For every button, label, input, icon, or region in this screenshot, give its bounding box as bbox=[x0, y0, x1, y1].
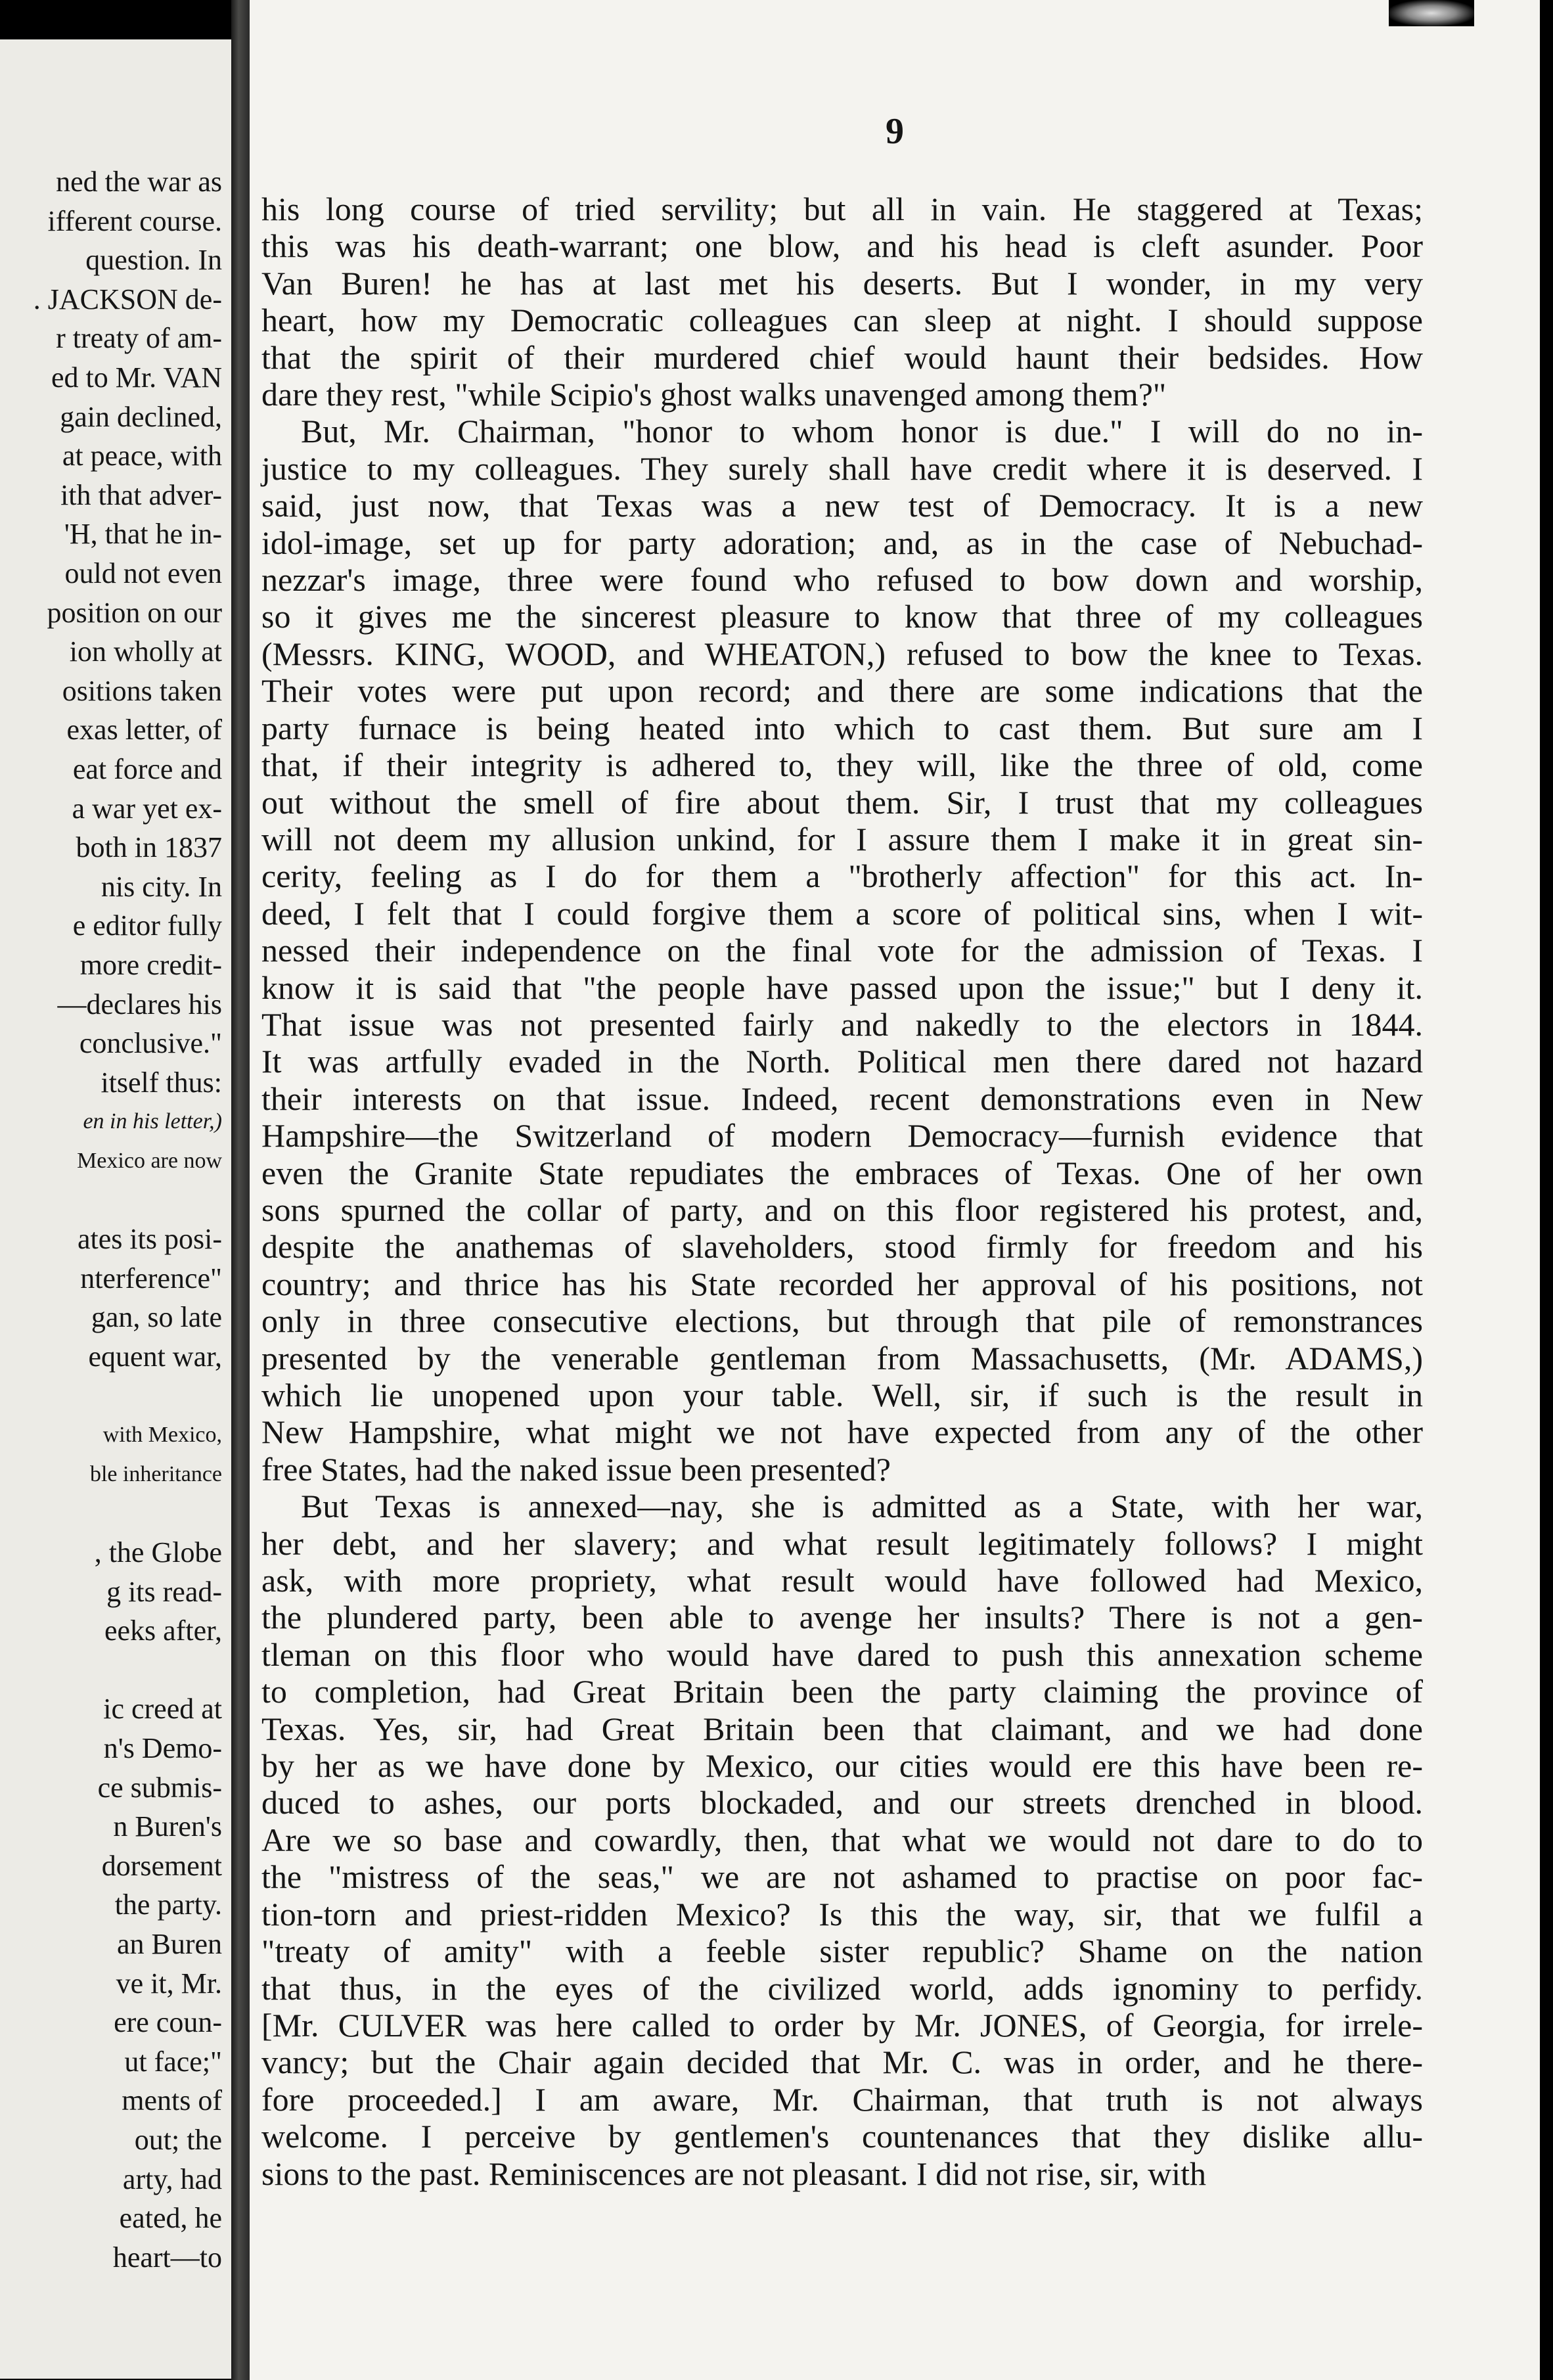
left-fragment-line: ates its posi- bbox=[78, 1223, 222, 1256]
text-line: Their votes were put upon record; and there are some indications that the bbox=[261, 672, 1423, 710]
text-line: that the spirit of their murdered chief would haunt their bedsides. How bbox=[261, 338, 1423, 376]
left-fragment-line: ere coun- bbox=[114, 2006, 222, 2039]
text-line: That issue was not presented fairly and nakedly to the electors in 1844. bbox=[261, 1005, 1423, 1043]
left-fragment-line: . JACKSON de- bbox=[33, 283, 222, 315]
text-line: out without the smell of fire about them. Sir, I trust that my colleagues bbox=[261, 783, 1423, 821]
left-fragment-line: gain declined, bbox=[60, 400, 222, 433]
left-fragment-line: ic creed at bbox=[103, 1693, 222, 1726]
text-line: nessed their independence on the final vote for the admission of Texas. I bbox=[261, 932, 1423, 969]
scan-artifact bbox=[1389, 0, 1474, 26]
left-fragment-line: position on our bbox=[47, 596, 222, 629]
left-fragment-line: ed to Mr. VAN bbox=[51, 361, 222, 394]
left-fragment-line: ut face;" bbox=[124, 2045, 222, 2078]
text-line: tleman on this floor who would have dared to push this annexation scheme bbox=[261, 1636, 1423, 1673]
text-line: sions to the past. Reminiscences are not pleasant. I did not rise, sir, with bbox=[261, 2155, 1206, 2192]
text-line: even the Granite State repudiates the embraces of Texas. One of her own bbox=[261, 1154, 1423, 1191]
text-line: [Mr. CULVER was here called to order by Mr. JONES, of Georgia, for irrele- bbox=[261, 2006, 1423, 2044]
left-fragment-line: nterference" bbox=[80, 1262, 222, 1294]
text-line: duced to ashes, our ports blockaded, and our streets drenched in blood. bbox=[261, 1784, 1423, 1821]
left-fragment-line: at peace, with bbox=[62, 440, 222, 472]
text-line: But, Mr. Chairman, "honor to whom honor is due." I will do no in- bbox=[301, 413, 1423, 450]
left-fragment-line: , the Globe bbox=[94, 1536, 222, 1568]
text-line: heart, how my Democratic colleagues can sleep at night. I should suppose bbox=[261, 302, 1423, 339]
left-fragment-line: ith that adver- bbox=[60, 478, 222, 511]
text-line: It was artfully evaded in the North. Political men there dared not hazard bbox=[261, 1043, 1423, 1080]
text-line: know it is said that "the people have passed upon the issue;" but I deny it. bbox=[261, 969, 1423, 1006]
text-line: fore proceeded.] I am aware, Mr. Chairman, that truth is not always bbox=[261, 2080, 1423, 2118]
text-line: will not deem my allusion unkind, for I assure them I make it in great sin- bbox=[261, 820, 1423, 858]
text-line: party furnace is being heated into which to cast them. But sure am I bbox=[261, 709, 1423, 746]
text-line: his long course of tried servility; but all in vain. He staggered at Texas; bbox=[261, 191, 1423, 227]
text-line: idol-image, set up for party adoration; and, as in the case of Nebuchad- bbox=[261, 524, 1423, 561]
left-fragment-line: nis city. In bbox=[101, 870, 222, 903]
facing-page-fragment bbox=[0, 39, 231, 2379]
left-fragment-line: ifferent course. bbox=[47, 204, 222, 237]
text-line: only in three consecutive elections, but through that pile of remonstrances bbox=[261, 1302, 1423, 1340]
text-line: that, if their integrity is adhered to, they will, like the three of old, come bbox=[261, 746, 1423, 784]
text-line: justice to my colleagues. They surely shall have credit where it is deserved. I bbox=[261, 449, 1423, 487]
left-fragment-line: r treaty of am- bbox=[56, 322, 222, 355]
text-line: (Messrs. KING, WOOD, and WHEATON,) refused to bow the knee to Texas. bbox=[261, 635, 1423, 672]
text-line: presented by the venerable gentleman from Massachusetts, (Mr. ADAMS,) bbox=[261, 1339, 1423, 1377]
text-line: the "mistress of the seas," we are not ashamed to practise on poor fac- bbox=[261, 1858, 1423, 1896]
document-page bbox=[250, 0, 1540, 2380]
left-fragment-line: eeks after, bbox=[104, 1614, 222, 1647]
text-line: her debt, and her slavery; and what result legitimately follows? I might bbox=[261, 1524, 1423, 1562]
text-line: despite the anathemas of slaveholders, stood firmly for freedom and his bbox=[261, 1228, 1423, 1266]
left-fragment-line: dorsement bbox=[101, 1849, 222, 1882]
left-fragment-line: 'H, that he in- bbox=[64, 518, 222, 551]
text-line: the plundered party, been able to avenge her insults? There is not a gen- bbox=[261, 1599, 1423, 1636]
text-line: Texas. Yes, sir, had Great Britain been that claimant, and we had done bbox=[261, 1710, 1423, 1747]
left-fragment-line: more credit- bbox=[79, 949, 222, 981]
text-line: Van Buren! he has at last met his deserts. But I wonder, in my very bbox=[261, 264, 1423, 302]
left-fragment-line: exas letter, of bbox=[66, 714, 222, 746]
text-line: so it gives me the sincerest pleasure to know that three of my colleagues bbox=[261, 598, 1423, 635]
text-line: New Hampshire, what might we not have expected from any of the other bbox=[261, 1413, 1423, 1451]
text-line: "treaty of amity" with a feeble sister republic? Shame on the nation bbox=[261, 1933, 1423, 1970]
text-line: that thus, in the eyes of the civilized world, adds ignominy to perfidy. bbox=[261, 1969, 1423, 2007]
left-fragment-line: ositions taken bbox=[62, 674, 222, 707]
left-fragment-line: ve it, Mr. bbox=[116, 1967, 222, 2000]
text-line: But Texas is annexed—nay, she is admitted as a State, with her war, bbox=[301, 1488, 1423, 1525]
text-line: dare they rest, "while Scipio's ghost walks unavenged among them?" bbox=[261, 376, 1167, 413]
text-line: tion-torn and priest-ridden Mexico? Is this the way, sir, that we fulfil a bbox=[261, 1895, 1423, 1933]
left-fragment-line: both in 1837 bbox=[76, 831, 222, 864]
text-line: Hampshire—the Switzerland of modern Democracy—furnish evidence that bbox=[261, 1117, 1423, 1155]
left-fragment-line: itself thus: bbox=[101, 1066, 222, 1099]
text-line: welcome. I perceive by gentlemen's countenances that they dislike allu- bbox=[261, 2118, 1423, 2155]
left-fragment-line: out; the bbox=[134, 2124, 222, 2156]
text-line: their interests on that issue. Indeed, recent demonstrations even in New bbox=[261, 1080, 1423, 1117]
book-gutter bbox=[231, 0, 250, 2380]
text-line: vancy; but the Chair again decided that Mr. C. was in order, and he there- bbox=[261, 2044, 1423, 2081]
left-fragment-line: eat force and bbox=[72, 753, 222, 785]
scan-border bbox=[1540, 0, 1553, 2380]
left-fragment-line: eated, he bbox=[119, 2202, 222, 2235]
text-line: by her as we have done by Mexico, our cities would ere this have been re- bbox=[261, 1747, 1423, 1785]
left-fragment-line: g its read- bbox=[106, 1575, 222, 1608]
left-fragment-line: an Buren bbox=[116, 1928, 222, 1960]
text-line: this was his death-warrant; one blow, and his head is cleft asunder. Poor bbox=[261, 227, 1423, 265]
left-fragment-line: e editor fully bbox=[72, 909, 222, 942]
left-fragment-line: Mexico are now bbox=[77, 1149, 222, 1173]
left-fragment-line: ments of bbox=[122, 2084, 222, 2117]
text-line: country; and thrice has his State recorded her approval of his positions, not bbox=[261, 1265, 1423, 1302]
left-fragment-line: en in his letter,) bbox=[83, 1109, 222, 1134]
left-fragment-line: gan, so late bbox=[91, 1301, 222, 1334]
text-line: deed, I felt that I could forgive them a score of political sins, when I wit- bbox=[261, 894, 1423, 932]
left-fragment-line: ion wholly at bbox=[69, 635, 222, 668]
left-fragment-line: n Buren's bbox=[113, 1810, 222, 1843]
text-line: Are we so base and cowardly, then, that what we would not dare to do to bbox=[261, 1821, 1423, 1858]
text-line: to completion, had Great Britain been the party claiming the province of bbox=[261, 1673, 1423, 1710]
left-fragment-line: ce submis- bbox=[97, 1771, 222, 1804]
text-line: ask, with more propriety, what result would have followed had Mexico, bbox=[261, 1562, 1423, 1599]
left-fragment-line: ble inheritance bbox=[89, 1461, 222, 1486]
text-line: nezzar's image, three were found who refused to bow down and worship, bbox=[261, 561, 1423, 599]
left-fragment-line: n's Demo- bbox=[103, 1732, 222, 1764]
text-line: free States, had the naked issue been presented? bbox=[261, 1450, 891, 1488]
left-fragment-line: conclusive." bbox=[79, 1027, 222, 1060]
left-fragment-line: heart—to bbox=[112, 2241, 222, 2274]
left-fragment-line: —declares his bbox=[57, 988, 222, 1020]
text-line: sons spurned the collar of party, and on this floor registered his protest, and, bbox=[261, 1191, 1423, 1228]
text-line: said, just now, that Texas was a new test of Democracy. It is a new bbox=[261, 487, 1423, 524]
left-fragment-line: ould not even bbox=[64, 557, 222, 589]
left-fragment-line: arty, had bbox=[122, 2163, 222, 2195]
text-line: cerity, feeling as I do for them a "brotherly affection" for this act. In- bbox=[261, 858, 1423, 895]
body-text bbox=[261, 191, 1423, 2192]
left-fragment-line: ned the war as bbox=[56, 166, 222, 198]
page-number: 9 bbox=[886, 111, 904, 152]
left-fragment-line: a war yet ex- bbox=[72, 792, 222, 825]
left-fragment-line: with Mexico, bbox=[102, 1423, 222, 1448]
text-line: which lie unopened upon your table. Well, sir, if such is the result in bbox=[261, 1377, 1423, 1413]
left-fragment-line: equent war, bbox=[88, 1340, 222, 1373]
left-fragment-line: the party. bbox=[114, 1888, 222, 1921]
left-fragment-line: question. In bbox=[85, 244, 222, 277]
